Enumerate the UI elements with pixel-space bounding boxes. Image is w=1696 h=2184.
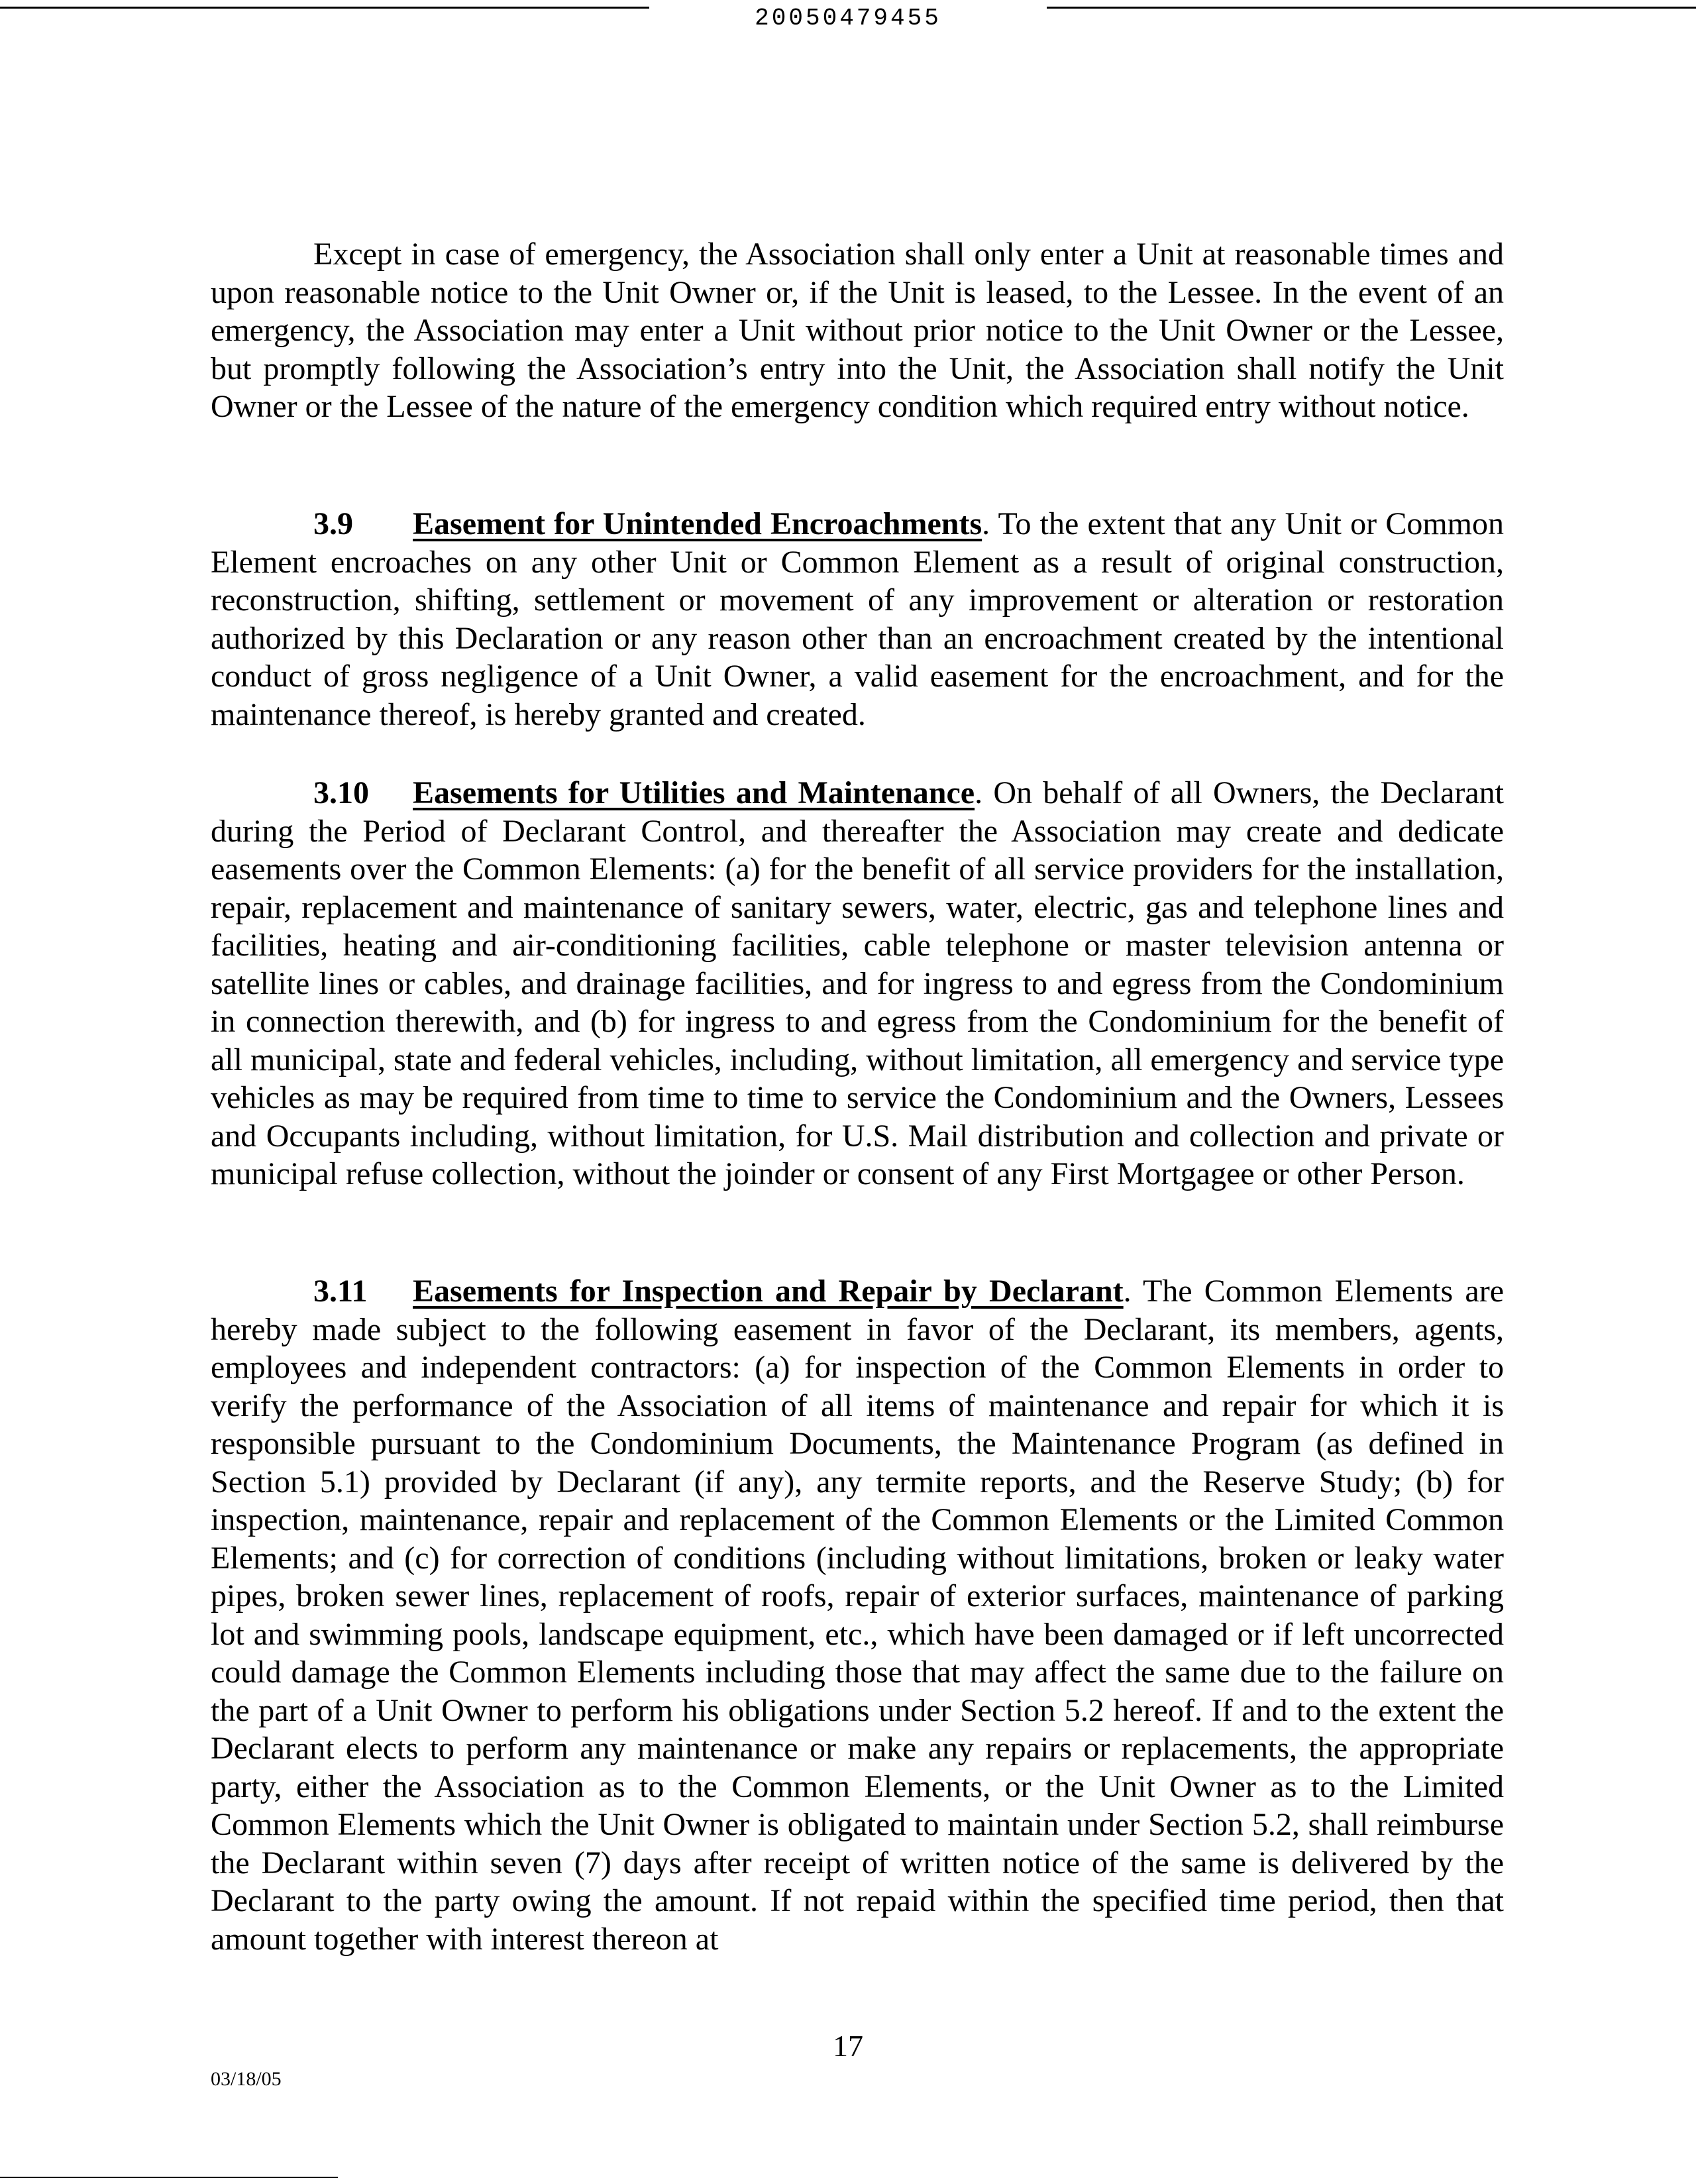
- section-text: . The Common Elements are hereby made subject to the following easement in favor of the Declarant, its members, agents, employees and independent contractors: (a) for inspection of the Common Elements in order to verify the performance of the Association of all items of maintenance and repair for which it is responsible pursuant to the Condominium Documents, the Maintenance Program (as defined in Section 5.1) provided by Declarant (if any), any termite reports, and the Reserve Study; (b) for inspection, maintenance, repair and replacement of the Common Elements or the Limited Common Elements; and (c) for correction of conditions (including without limitations, broken or leaky water pipes, broken sewer lines, replacement of roofs, repair of exterior surfaces, maintenance of parking lot and swimming pools, landscape equipment, etc., which have been damaged or if left uncorrected could damage the Common Elements including those that may affect the same due to the failure on the part of a Unit Owner to perform his obligations under Section 5.2 hereof. If and to the extent the Declarant elects to perform any maintenance or make any repairs or replacements, the appropriate party, either the Association as to the Common Elements, or the Unit Owner as to the Limited Common Elements which the Unit Owner is obligated to maintain under Section 5.2, shall reimburse the Declarant within seven (7) days after receipt of written notice of the same is delivered by the Declarant to the party owing the amount. If not repaid within the specified time period, then that amount together with interest thereon at: [211, 1274, 1505, 1957]
- bottom-border: [0, 2177, 338, 2178]
- section-3-9: [211, 505, 1504, 734]
- section-title: Easements for Inspection and Repair by Declarant: [413, 1274, 1124, 1309]
- section-text: . To the extent that any Unit or Common Element encroaches on any other Unit or Common Element as a result of original construction, reconstruction, shifting, settlement or movement of any improvement or alteration or restoration authorized by this Declaration or any reason other than an encroachment created by the intentional conduct of gross negligence of a Unit Owner, a valid easement for the encroachment, and for the maintenance thereof, is hereby granted and created.: [211, 506, 1505, 732]
- paragraph-emergency-entry: [211, 235, 1504, 426]
- page-number: 17: [833, 2029, 863, 2063]
- section-number: 3.11: [313, 1274, 368, 1309]
- section-number: 3.10: [313, 775, 369, 810]
- section-title: Easement for Unintended Encroachments: [413, 506, 982, 541]
- section-number: 3.9: [313, 506, 353, 541]
- document-number: 20050479455: [755, 5, 941, 32]
- paragraph-text: Except in case of emergency, the Association shall only enter a Unit at reasonable times and upon reasonable notice to the Unit Owner or, if the Unit is leased, to the Lessee. In the event of an emergency, the Association may enter a Unit without prior notice to the Unit Owner or the Lessee, but promptly following the Association’s entry into the Unit, the Association shall notify the Unit Owner or the Lessee of the nature of the emergency condition which required entry without notice.: [211, 237, 1504, 424]
- section-3-11: [211, 1272, 1504, 1958]
- footer-date: 03/18/05: [211, 2068, 282, 2090]
- section-title: Easements for Utilities and Maintenance: [413, 775, 975, 810]
- section-text: . On behalf of all Owners, the Declarant during the Period of Declarant Control, and thereafter the Association may create and dedicate easements over the Common Elements: (a) for the benefit of all service providers for the installation, repair, replacement and maintenance of sanitary sewers, water, electric, gas and telephone lines and facilities, heating and air-conditioning facilities, cable telephone or master television antenna or satellite lines or cables, and drainage facilities, and for ingress to and egress from the Condominium in connection therewith, and (b) for ingress to and egress from the Condominium for the benefit of all municipal, state and federal vehicles, including, without limitation, all emergency and service type vehicles as may be required from time to time to service the Condominium and the Owners, Lessees and Occupants including, without limitation, for U.S. Mail distribution and collection and private or municipal refuse collection, without the joinder or consent of any First Mortgagee or other Person.: [211, 775, 1504, 1191]
- section-3-10: [211, 774, 1504, 1193]
